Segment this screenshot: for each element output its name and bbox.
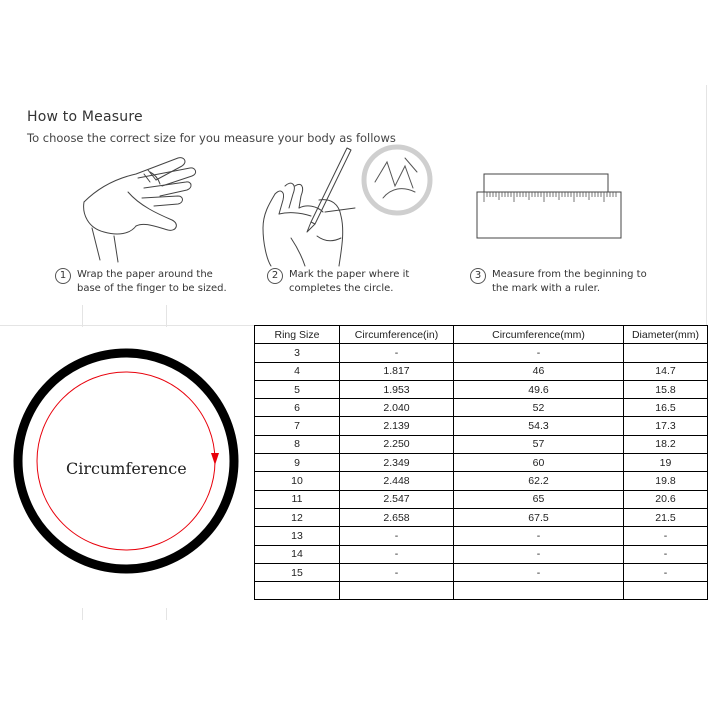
table-cell: -	[624, 545, 708, 563]
guide-line-left-a	[82, 305, 83, 327]
table-cell: 14	[255, 545, 340, 563]
table-cell: 21.5	[624, 508, 708, 526]
table-cell	[454, 582, 624, 600]
step-2-number: 2	[267, 268, 283, 284]
step-1	[55, 268, 227, 296]
table-cell: 8	[255, 435, 340, 453]
step-3-text-line1: Measure from the beginning to	[492, 269, 647, 280]
table-cell: 16.5	[624, 399, 708, 417]
table-cell: 20.6	[624, 490, 708, 508]
table-row	[255, 508, 708, 526]
table-row	[255, 344, 708, 362]
table-cell	[255, 582, 340, 600]
table-cell: 65	[454, 490, 624, 508]
table-cell: 2.658	[340, 508, 454, 526]
table-cell: -	[454, 527, 624, 545]
table-cell: 54.3	[454, 417, 624, 435]
step-3-text-line2: the mark with a ruler.	[492, 283, 600, 294]
header-diameter-mm: Diameter(mm)	[624, 326, 708, 344]
table-cell: 2.250	[340, 435, 454, 453]
page-title: How to Measure	[27, 109, 143, 125]
table-cell: -	[340, 344, 454, 362]
step-2	[267, 268, 409, 296]
guide-line-bottom-b	[166, 608, 167, 620]
table-cell: 1.817	[340, 362, 454, 380]
step-1-number: 1	[55, 268, 71, 284]
table-row	[255, 545, 708, 563]
table-cell: 3	[255, 344, 340, 362]
step-3-number: 3	[470, 268, 486, 284]
table-cell: 60	[454, 454, 624, 472]
table-cell: 12	[255, 508, 340, 526]
table-cell: 2.139	[340, 417, 454, 435]
header-circumference-in: Circumference(in)	[340, 326, 454, 344]
table-cell: 18.2	[624, 435, 708, 453]
table-cell: -	[454, 545, 624, 563]
table-row	[255, 380, 708, 398]
table-cell: 2.040	[340, 399, 454, 417]
table-cell: 9	[255, 454, 340, 472]
guide-line-left-b	[166, 305, 167, 327]
step-2-text-line2: completes the circle.	[289, 283, 394, 294]
step-3	[470, 268, 647, 296]
hand-wrap-illustration	[78, 150, 203, 265]
table-cell: 10	[255, 472, 340, 490]
pen-mark-illustration	[255, 142, 440, 267]
table-row	[255, 490, 708, 508]
table-cell: 14.7	[624, 362, 708, 380]
table-cell: -	[454, 344, 624, 362]
table-row	[255, 563, 708, 581]
table-cell: 15	[255, 563, 340, 581]
table-cell: 57	[454, 435, 624, 453]
ring-size-table	[254, 325, 708, 600]
step-1-text-line2: base of the finger to be sized.	[77, 283, 227, 294]
table-cell: 49.6	[454, 380, 624, 398]
table-row	[255, 417, 708, 435]
table-cell: 5	[255, 380, 340, 398]
table-cell: 7	[255, 417, 340, 435]
guide-line-right	[706, 85, 707, 325]
step-2-text-line1: Mark the paper where it	[289, 269, 410, 280]
table-row	[255, 399, 708, 417]
table-cell: 11	[255, 490, 340, 508]
ruler-illustration	[474, 172, 624, 242]
table-cell: -	[624, 563, 708, 581]
table-cell: -	[340, 527, 454, 545]
guide-line-top	[0, 325, 254, 326]
table-cell	[624, 344, 708, 362]
table-cell: 13	[255, 527, 340, 545]
table-cell: 2.349	[340, 454, 454, 472]
table-header-row	[255, 326, 708, 344]
circumference-arrowhead	[211, 453, 219, 465]
table-cell: 52	[454, 399, 624, 417]
page-subtitle: To choose the correct size for you measure your body as follows	[27, 131, 396, 145]
table-cell: 6	[255, 399, 340, 417]
table-cell: 1.953	[340, 380, 454, 398]
table-row	[255, 582, 708, 600]
table-row	[255, 472, 708, 490]
table-cell	[624, 582, 708, 600]
table-row	[255, 435, 708, 453]
circumference-label: Circumference	[66, 459, 187, 478]
table-cell: -	[340, 563, 454, 581]
guide-line-bottom-a	[82, 608, 83, 620]
step-1-text-line1: Wrap the paper around the	[77, 269, 213, 280]
table-cell: -	[454, 563, 624, 581]
table-cell: 4	[255, 362, 340, 380]
header-ring-size: Ring Size	[255, 326, 340, 344]
table-row	[255, 527, 708, 545]
table-row	[255, 362, 708, 380]
header-circumference-mm: Circumference(mm)	[454, 326, 624, 344]
table-row	[255, 454, 708, 472]
table-cell: 46	[454, 362, 624, 380]
table-cell: 62.2	[454, 472, 624, 490]
table-cell: 2.448	[340, 472, 454, 490]
table-cell: 67.5	[454, 508, 624, 526]
table-cell	[340, 582, 454, 600]
table-cell: 19	[624, 454, 708, 472]
table-cell: 19.8	[624, 472, 708, 490]
table-cell: 2.547	[340, 490, 454, 508]
table-cell: 17.3	[624, 417, 708, 435]
table-cell: -	[340, 545, 454, 563]
table-cell: -	[624, 527, 708, 545]
table-cell: 15.8	[624, 380, 708, 398]
